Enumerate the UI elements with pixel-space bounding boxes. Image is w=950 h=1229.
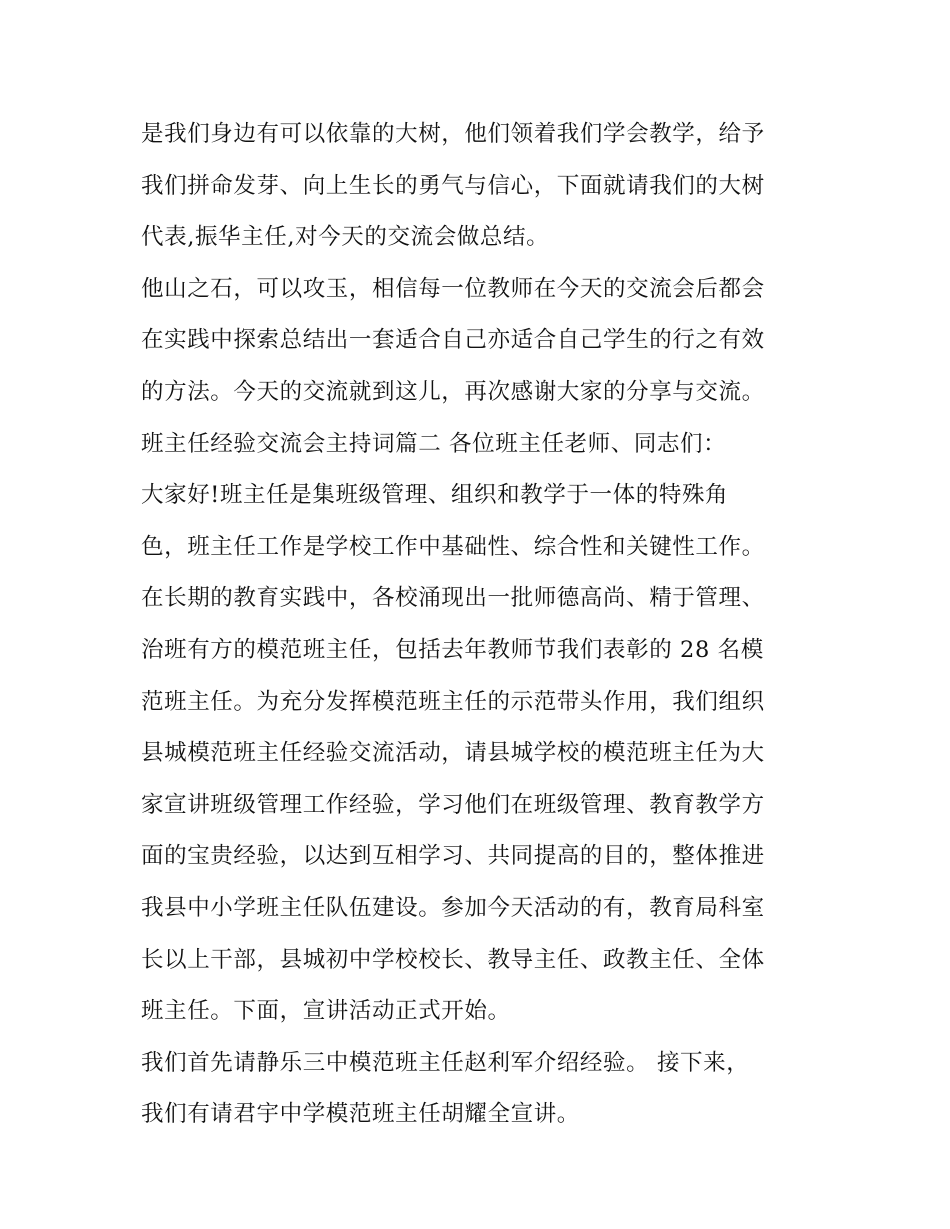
body-text	[141, 109, 821, 1141]
text-line: 在长期的教育实践中，各校涌现出一批师德高尚、精于管理、	[141, 585, 765, 612]
text-line: 家宣讲班级管理工作经验，学习他们在班级管理、教育教学方	[141, 791, 765, 818]
text-line: 在实践中探索总结出一套适合自己亦适合自己学生的行之有效	[141, 327, 765, 354]
section-heading-line: 班主任经验交流会主持词篇二 各位班主任老师、同志们：	[141, 430, 727, 457]
text-line: 班主任。下面，宣讲活动正式开始。	[141, 998, 511, 1025]
text-line: 他山之石，可以攻玉，相信每一位教师在今天的交流会后都会	[141, 275, 765, 302]
text-line: 县城模范班主任经验交流活动，请县城学校的模范班主任为大	[141, 740, 765, 767]
text-line: 治班有方的模范班主任，包括去年教师节我们表彰的 28 名模	[141, 636, 764, 663]
text-line: 色，班主任工作是学校工作中基础性、综合性和关键性工作。	[141, 533, 765, 560]
text-line: 我们拼命发芽、向上生长的勇气与信心，下面就请我们的大树	[141, 172, 765, 199]
text-line: 范班主任。为充分发挥模范班主任的示范带头作用，我们组织	[141, 688, 765, 715]
text-line: 代表,振华主任,对今天的交流会做总结。	[141, 224, 550, 251]
text-line: 我们有请君宇中学模范班主任胡耀全宣讲。	[141, 1101, 580, 1128]
text-line: 面的宝贵经验，以达到互相学习、共同提高的目的，整体推进	[141, 843, 765, 870]
text-line: 的方法。今天的交流就到这儿，再次感谢大家的分享与交流。	[141, 378, 765, 405]
text-line: 大家好!班主任是集班级管理、组织和教学于一体的特殊角	[141, 482, 729, 509]
text-line: 我县中小学班主任队伍建设。参加今天活动的有，教育局科室	[141, 894, 765, 921]
text-line: 长以上干部，县城初中学校校长、教导主任、政教主任、全体	[141, 946, 765, 973]
text-line: 我们首先请静乐三中模范班主任赵利军介绍经验。 接下来，	[141, 1049, 750, 1076]
text-line: 是我们身边有可以依靠的大树，他们领着我们学会教学，给予	[141, 121, 765, 147]
